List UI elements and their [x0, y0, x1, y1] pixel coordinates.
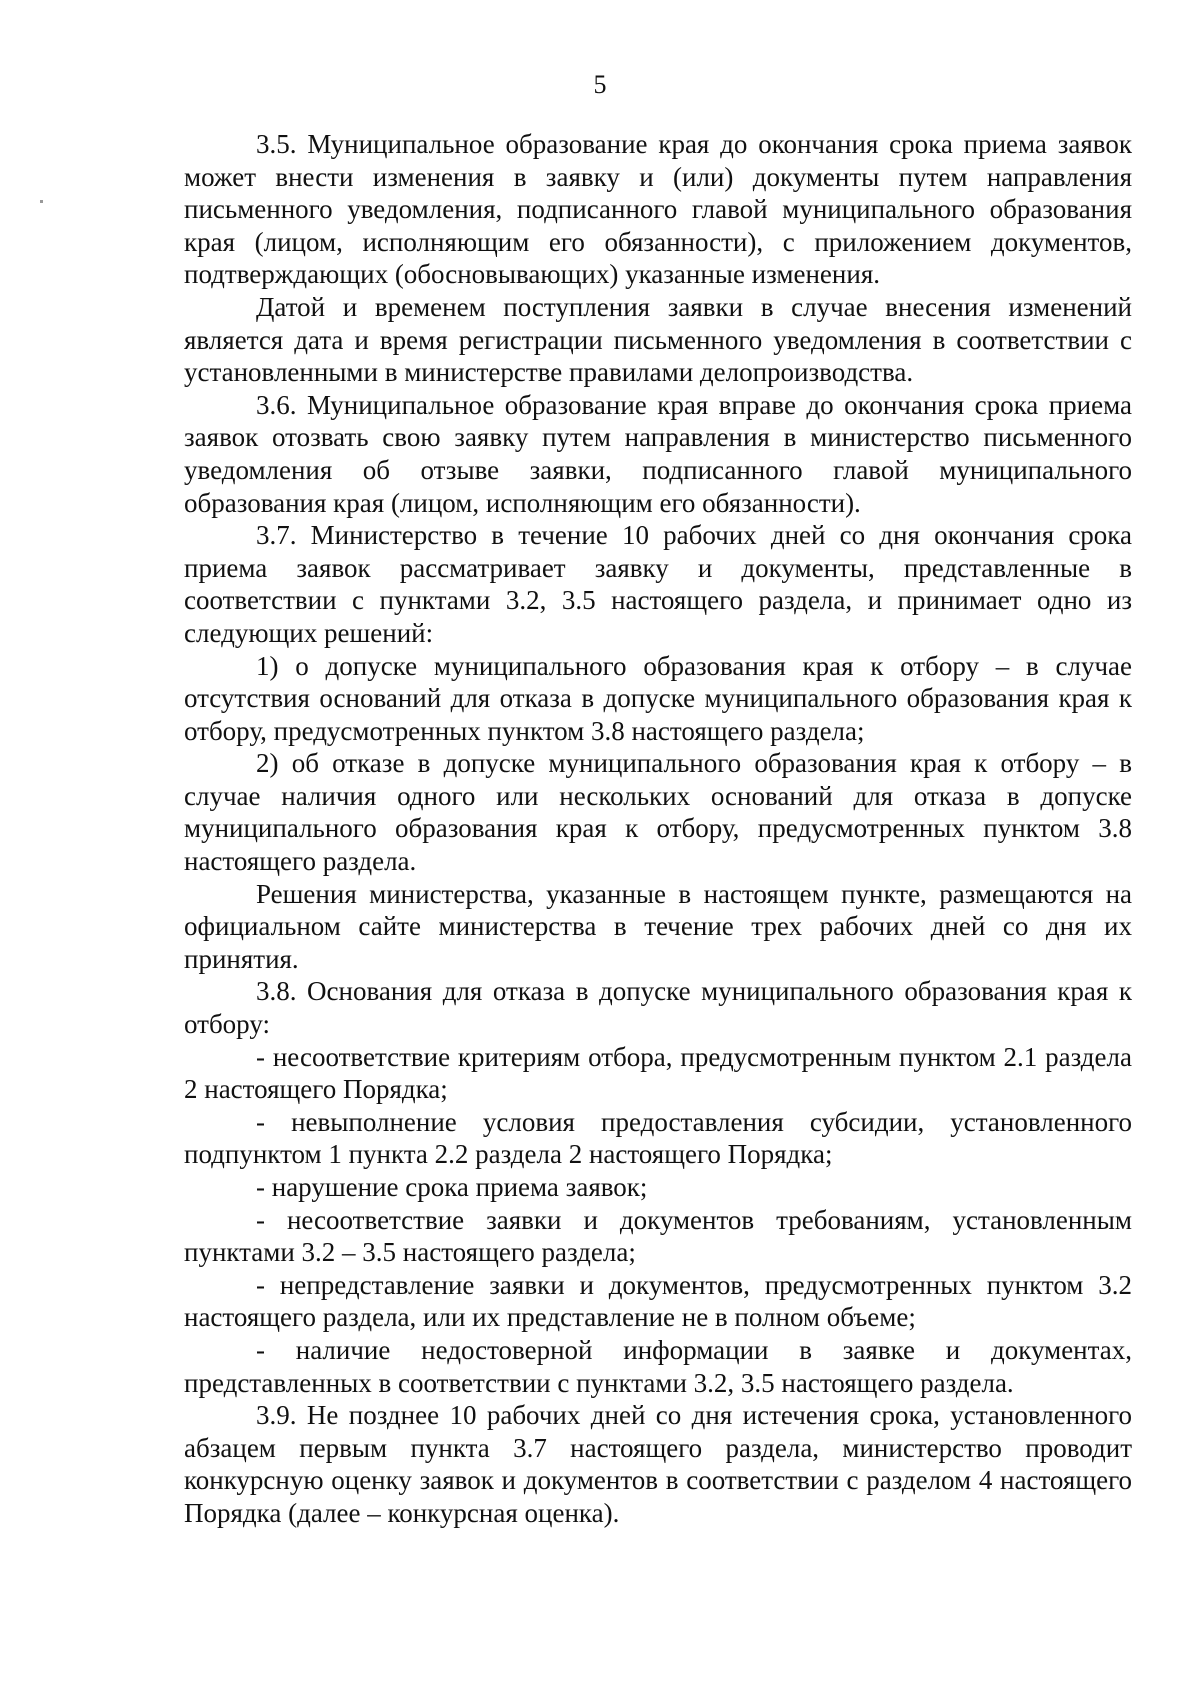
list-item-condition: - невыполнение условия предоставления субсидии, установленного подпунктом 1 пункта 2.2 раздела 2 настоящего Порядка;: [184, 1106, 1132, 1170]
paragraph-3-9: 3.9. Не позднее 10 рабочих дней со дня истечения срока, установленного абзацем первым пункта 3.7 настоящего раздела, министерство проводит конкурсную оценку заявок и документов в соответствии с разделом 4 настоящего Порядка (далее – конкурсная оценка).: [184, 1400, 1132, 1528]
paragraph-decisions-published: Решения министерства, указанные в настоящем пункте, размещаются на официальном сайте министерства в течение трех рабочих дней со дня их принятия.: [184, 878, 1132, 974]
list-item-incomplete: - непредставление заявки и документов, предусмотренных пунктом 3.2 настоящего раздела, или их представление не в полном объеме;: [184, 1269, 1132, 1333]
list-item-requirements: - несоответствие заявки и документов требованиям, установленным пунктами 3.2 – 3.5 настоящего раздела;: [184, 1204, 1132, 1268]
paragraph-decision-1: 1) о допуске муниципального образования края к отбору – в случае отсутствия оснований для отказа в допуске муниципального образования края к отбору, предусмотренных пунктом 3.8 настоящего раздела;: [184, 650, 1132, 746]
paragraph-3-8: 3.8. Основания для отказа в допуске муниципального образования края к отбору:: [184, 976, 1132, 1040]
list-item-false-info: - наличие недостоверной информации в заявке и документах, представленных в соответствии с пунктами 3.2, 3.5 настоящего раздела.: [184, 1334, 1132, 1398]
paragraph-decision-2: 2) об отказе в допуске муниципального образования края к отбору – в случае наличия одного или нескольких оснований для отказа в допуске муниципального образования края к отбору, предусмотренных пунктом 3.8 настоящего раздела.: [184, 748, 1132, 877]
list-item-deadline: - нарушение срока приема заявок;: [256, 1172, 648, 1202]
paragraph-date-time: Датой и временем поступления заявки в случае внесения изменений является дата и время регистрации письменного уведомления в соответствии с установленными в министерстве правилами делопроизводства.: [184, 291, 1132, 388]
page-number: 5: [593, 70, 607, 99]
paragraph-3-5: 3.5. Муниципальное образование края до окончания срока приема заявок может внести изменения в заявку и (или) документы путем направления письменного уведомления, подписанного главой муниципального образования края (лицом, исполняющим его обязанности), с приложением документов, подтверждающих (обосновывающих) указанные изменения.: [184, 129, 1132, 290]
list-item-criteria: - несоответствие критериям отбора, предусмотренным пунктом 2.1 раздела 2 настоящего Порядка;: [184, 1041, 1132, 1105]
paragraph-3-7: 3.7. Министерство в течение 10 рабочих дней со дня окончания срока приема заявок рассматривает заявку и документы, представленные в соответствии с пунктами 3.2, 3.5 настоящего раздела, и принимает одно из следующих решений:: [184, 520, 1132, 648]
scan-artifact: [40, 200, 43, 203]
paragraph-3-6: 3.6. Муниципальное образование края вправе до окончания срока приема заявок отозвать свою заявку путем направления в министерство письменного уведомления об отзыве заявки, подписанного главой муниципального образования края (лицом, исполняющим его обязанности).: [184, 389, 1132, 518]
document-body: [184, 128, 1132, 1530]
